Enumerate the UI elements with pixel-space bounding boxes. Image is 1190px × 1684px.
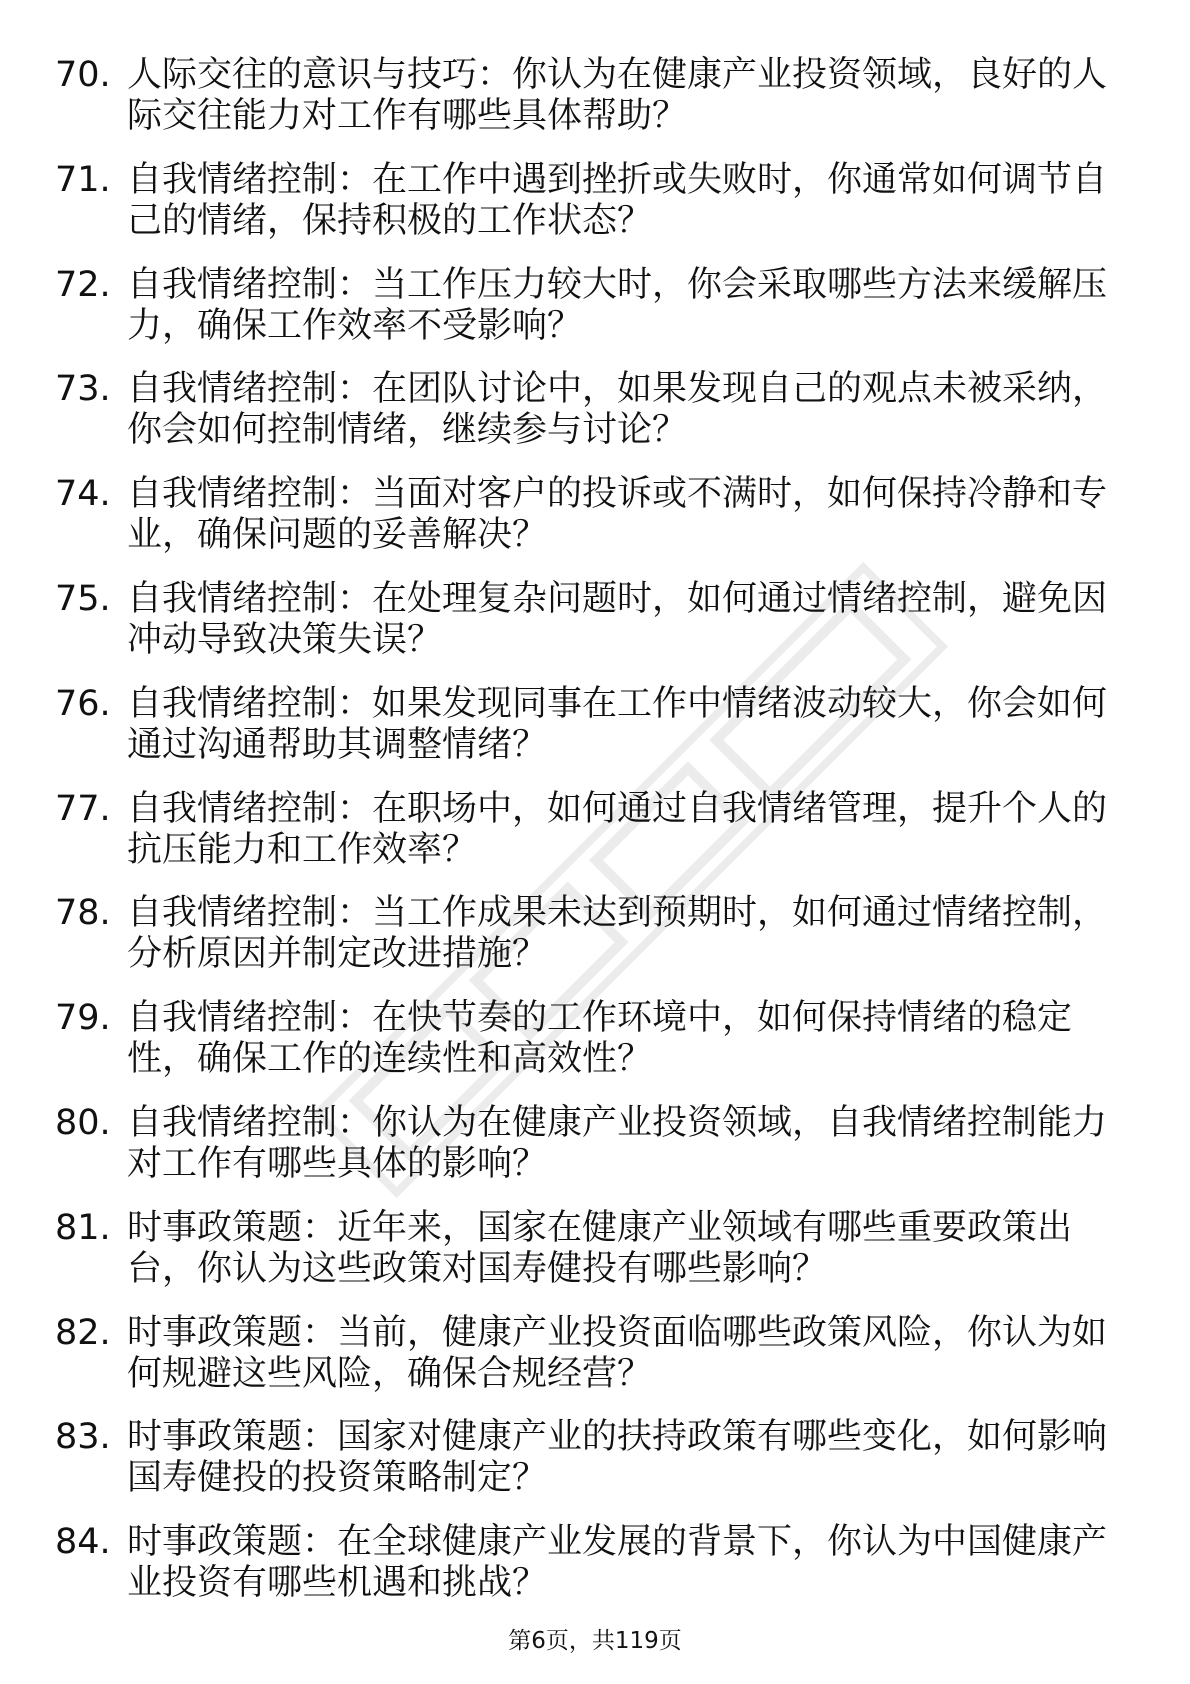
question-text: 自我情绪控制：当工作成果未达到预期时，如何通过情绪控制，分析原因并制定改进措施？ xyxy=(127,893,1108,975)
question-number: 83. xyxy=(55,1417,111,1458)
question-number: 84. xyxy=(55,1522,111,1563)
question-number: 75. xyxy=(55,578,111,619)
question-item xyxy=(55,1313,1135,1395)
question-item xyxy=(55,789,1135,871)
question-text: 自我情绪控制：在快节奏的工作环境中，如何保持情绪的稳定性，确保工作的连续性和高效性？ xyxy=(127,998,1073,1080)
question-text: 自我情绪控制：你认为在健康产业投资领域，自我情绪控制能力对工作有哪些具体的影响？ xyxy=(127,1102,1108,1184)
question-text: 自我情绪控制：在职场中，如何通过自我情绪管理，提升个人的抗压能力和工作效率？ xyxy=(127,788,1108,870)
question-text: 时事政策题：当前，健康产业投资面临哪些政策风险，你认为如何规避这些风险，确保合规经营？ xyxy=(127,1312,1108,1394)
question-number: 74. xyxy=(55,474,111,515)
question-item xyxy=(55,684,1135,766)
question-text: 自我情绪控制：当工作压力较大时，你会采取哪些方法来缓解压力，确保工作效率不受影响？ xyxy=(127,264,1108,346)
question-item xyxy=(55,265,1135,347)
question-text: 自我情绪控制：在团队讨论中，如果发现自己的观点未被采纳，你会如何控制情绪，继续参与讨论？ xyxy=(127,369,1108,451)
question-text: 自我情绪控制：如果发现同事在工作中情绪波动较大，你会如何通过沟通帮助其调整情绪？ xyxy=(127,683,1108,765)
question-item xyxy=(55,474,1135,556)
question-item xyxy=(55,893,1135,975)
page-footer xyxy=(0,1627,1190,1655)
question-item xyxy=(55,579,1135,661)
question-number: 80. xyxy=(55,1102,111,1143)
question-number: 81. xyxy=(55,1207,111,1248)
question-number: 76. xyxy=(55,683,111,724)
question-number: 73. xyxy=(55,369,111,410)
question-item xyxy=(55,1103,1135,1185)
question-text: 人际交往的意识与技巧：你认为在健康产业投资领域，良好的人际交往能力对工作有哪些具体帮助？ xyxy=(127,55,1108,136)
question-number: 79. xyxy=(55,998,111,1039)
question-number: 82. xyxy=(55,1312,111,1353)
question-text: 时事政策题：在全球健康产业发展的背景下，你认为中国健康产业投资有哪些机遇和挑战？ xyxy=(127,1522,1108,1604)
question-number: 72. xyxy=(55,264,111,305)
question-text: 时事政策题：近年来，国家在健康产业领域有哪些重要政策出台，你认为这些政策对国寿健投有哪些影响？ xyxy=(127,1207,1073,1289)
question-item xyxy=(55,1522,1135,1604)
question-list xyxy=(55,55,1135,1627)
question-item xyxy=(55,369,1135,451)
question-number: 71. xyxy=(55,159,111,200)
question-text: 自我情绪控制：在工作中遇到挫折或失败时，你通常如何调节自己的情绪，保持积极的工作状态？ xyxy=(127,159,1108,241)
question-number: 78. xyxy=(55,893,111,934)
question-text: 自我情绪控制：当面对客户的投诉或不满时，如何保持冷静和专业，确保问题的妥善解决？ xyxy=(127,474,1108,556)
question-number: 77. xyxy=(55,788,111,829)
page-number-label: 第6页，共119页 xyxy=(508,1628,682,1654)
question-item xyxy=(55,998,1135,1080)
question-number: 70. xyxy=(55,55,111,95)
question-text: 自我情绪控制：在处理复杂问题时，如何通过情绪控制，避免因冲动导致决策失误？ xyxy=(127,578,1108,660)
question-item xyxy=(55,1208,1135,1290)
question-item xyxy=(55,1417,1135,1499)
question-text: 时事政策题：国家对健康产业的扶持政策有哪些变化，如何影响国寿健投的投资策略制定？ xyxy=(127,1417,1108,1499)
question-item xyxy=(55,55,1135,137)
question-item xyxy=(55,160,1135,242)
